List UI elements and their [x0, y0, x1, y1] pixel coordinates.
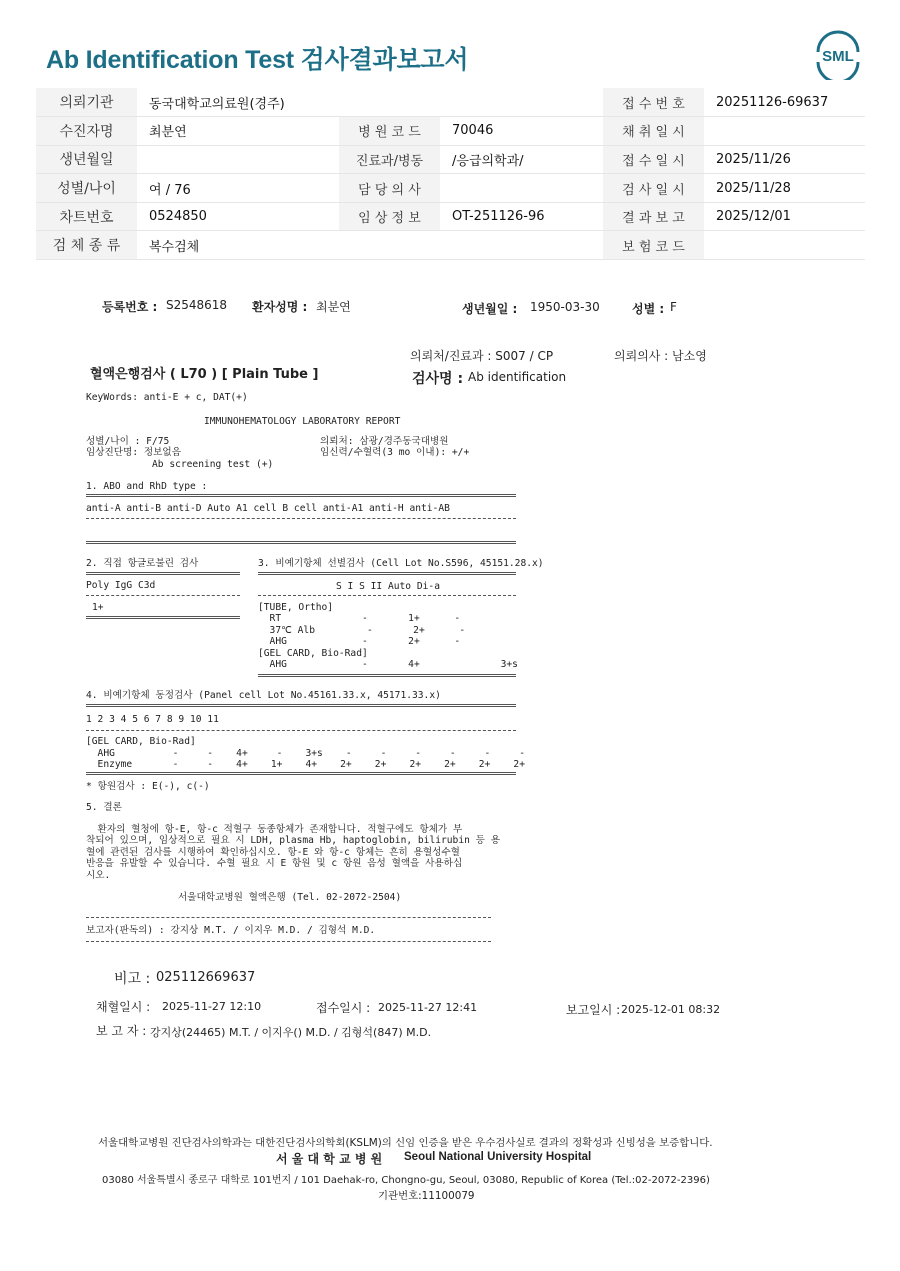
reporter-line: 보고자(판독의) : 강지상 M.T. / 이지우 M.D. / 김형석 M.D.: [86, 925, 376, 936]
hospital-name-ko: 서 울 대 학 교 병 원: [276, 1152, 383, 1166]
info-label: 담 당 의 사: [339, 174, 440, 203]
divider: [86, 572, 240, 575]
info-label: 병 원 코 드: [339, 117, 440, 146]
pregnancy-transfusion: 임신력/수혈력(3 mo 이내): +/+: [320, 447, 470, 458]
report-line: 환자의 혈청에 항-E, 항-c 적혈구 동종항체가 존재합니다. 적혈구에도 항체가 부: [86, 824, 463, 835]
info-label: 의뢰기관: [36, 88, 137, 117]
info-label: [339, 88, 440, 117]
receive-label: 접수일시 :: [316, 1001, 371, 1015]
report-label: 보고일시 :: [566, 1003, 621, 1017]
diagnosis: 임상진단명: 정보없음: [86, 447, 181, 458]
sec2-title: 2. 직접 항글로불린 검사: [86, 558, 199, 569]
divider: [86, 730, 516, 731]
sec2-header: Poly IgG C3d: [86, 580, 156, 591]
svg-text:SML: SML: [822, 48, 854, 65]
info-row: [36, 145, 865, 174]
report-line: RT - 1+ -: [258, 613, 461, 625]
patient-name-value: 최분연: [316, 300, 351, 314]
report-line: [GEL CARD, Bio-Rad]: [86, 736, 196, 747]
sec4-title: 4. 비예기항체 동정검사 (Panel cell Lot No.45161.33.x, 45171.33.x): [86, 690, 441, 701]
reporter-value: 강지상(24465) M.T. / 이지우() M.D. / 김형석(847) M.D.: [150, 1026, 432, 1039]
test-title: 혈액은행검사 ( L70 ) [ Plain Tube ]: [90, 367, 319, 382]
info-row: [36, 117, 865, 146]
info-label: 진료과/병동: [339, 145, 440, 174]
screening-note: Ab screening test (+): [152, 459, 274, 470]
sex-age: 성별/나이 : F/75: [86, 436, 170, 447]
report-line: 반응을 유발할 수 있습니다. 수혈 필요 시 E 항원 및 c 항원 음성 혈액을 사용하십: [86, 858, 463, 870]
collect-label: 채혈일시 :: [96, 1000, 151, 1014]
divider: [258, 572, 516, 575]
report-line: 혈에 관련된 검사를 시행하여 확인하십시오. 항-E 와 항-c 항체는 흔히 용혈성수혈: [86, 846, 460, 858]
info-value: 70046: [440, 117, 603, 146]
antigen-test: * 항원검사 : E(-), c(-): [86, 781, 210, 792]
sec1-title: 1. ABO and RhD type :: [86, 481, 208, 492]
info-value: [440, 231, 603, 260]
test-name-value: Ab identification: [468, 370, 567, 384]
requesting-doctor: 의뢰의사 : 남소영: [614, 349, 707, 363]
remark-label: 비고 :: [114, 971, 151, 987]
info-row: [36, 174, 865, 203]
sec1-header: anti-A anti-B anti-D Auto A1 cell B cell anti-A1 anti-H anti-AB: [86, 503, 450, 514]
reg-label: 등록번호 :: [102, 300, 158, 314]
divider: [86, 941, 491, 942]
institution-number: 기관번호:11100079: [378, 1190, 475, 1202]
report-line: AHG - 2+ -: [258, 636, 461, 648]
info-value: [704, 231, 865, 260]
info-value: 0524850: [137, 202, 339, 231]
info-label: [339, 231, 440, 260]
info-value: OT-251126-96: [440, 202, 603, 231]
patient-name-label: 환자성명 :: [252, 300, 308, 314]
report-line: [TUBE, Ortho]: [258, 602, 334, 613]
info-value: [440, 88, 603, 117]
divider: [86, 704, 516, 707]
dept-info: 의뢰처/진료과 : S007 / CP: [410, 349, 554, 363]
info-value: 복수검체: [137, 231, 339, 260]
keywords: KeyWords: anti-E + c, DAT(+): [86, 392, 248, 403]
report-line: 착되어 있으며, 임상적으로 필요 시 LDH, plasma Hb, haptoglobin, bilirubin 등 용: [86, 835, 500, 847]
sec3-title: 3. 비예기항체 선별검사 (Cell Lot No.S596, 45151.28.x): [258, 558, 544, 569]
report-line: 37℃ Alb - 2+ -: [258, 624, 466, 636]
divider: [258, 595, 516, 596]
requester: 의뢰처: 삼광/경주동국대병원: [320, 436, 449, 447]
sex-label: 성별 :: [632, 302, 665, 316]
info-label: 성별/나이: [36, 174, 137, 203]
info-label: 생년월일: [36, 145, 137, 174]
test-name-label: 검사명 :: [412, 371, 464, 387]
report-line: 시오.: [86, 869, 111, 881]
info-value: 2025/12/01: [704, 202, 865, 231]
report-line: [GEL CARD, Bio-Rad]: [258, 647, 368, 659]
collect-value: 2025-11-27 12:10: [162, 1000, 262, 1013]
info-label: 검 사 일 시: [603, 174, 704, 203]
divider: [86, 616, 240, 619]
bloodbank-contact: 서울대학교병원 혈액은행 (Tel. 02-2072-2504): [178, 892, 402, 903]
report-line: AHG - - 4+ - 3+s - - - - - -: [86, 747, 525, 759]
info-row: [36, 88, 865, 117]
scanned-report: [80, 290, 800, 1200]
sec5-title: 5. 결론: [86, 802, 122, 813]
report-line: AHG - 4+ 3+s: [258, 659, 518, 670]
info-row: [36, 231, 865, 260]
sml-logo-icon: [812, 28, 864, 80]
dob-value: 1950-03-30: [530, 300, 600, 314]
info-value: [704, 117, 865, 146]
info-value: 20251126-69637: [704, 88, 865, 117]
info-label: 접 수 일 시: [603, 145, 704, 174]
report-line: Enzyme - - 4+ 1+ 4+ 2+ 2+ 2+ 2+ 2+ 2+: [86, 759, 525, 771]
info-label: 차트번호: [36, 202, 137, 231]
info-value: [137, 145, 339, 174]
sex-value: F: [670, 300, 677, 314]
reg-value: S2548618: [166, 298, 228, 312]
info-label: 검 체 종 류: [36, 231, 137, 260]
sec2-value: 1+: [92, 602, 104, 613]
divider: [86, 917, 491, 918]
divider: [86, 518, 516, 519]
info-label: 접 수 번 호: [603, 88, 704, 117]
sec3-header: S I S II Auto Di-a: [336, 581, 440, 592]
info-value: 여 / 76: [137, 174, 339, 203]
certification-note: 서울대학교병원 진단검사의학과는 대한진단검사의학회(KSLM)의 신임 인증을 받은 우수검사실로 결과의 정확성과 신빙성을 보증합니다.: [98, 1137, 713, 1149]
info-value: 동국대학교의료원(경주): [137, 88, 339, 117]
divider: [86, 772, 516, 775]
hospital-address: 03080 서울특별시 종로구 대학로 101번지 / 101 Daehak-ro, Chongno-gu, Seoul, 03080, Republic of Korea (Tel.:02-2072-2396): [102, 1175, 710, 1186]
report-value: 2025-12-01 08:32: [621, 1003, 721, 1016]
receive-value: 2025-11-27 12:41: [378, 1001, 478, 1014]
document-title: Ab Identification Test 검사결과보고서: [46, 46, 469, 74]
info-value: 2025/11/28: [704, 174, 865, 203]
info-value: 최분연: [137, 117, 339, 146]
reporter-label: 보 고 자 :: [96, 1024, 147, 1038]
info-label: 수진자명: [36, 117, 137, 146]
hospital-name-en: Seoul National University Hospital: [404, 1151, 592, 1163]
dob-label: 생년월일 :: [462, 302, 518, 316]
divider: [86, 595, 240, 596]
remark-value: 025112669637: [156, 970, 256, 985]
info-value: [440, 174, 603, 203]
info-value: 2025/11/26: [704, 145, 865, 174]
patient-info-table: [36, 88, 865, 260]
info-value: /응급의학과/: [440, 145, 603, 174]
report-title: IMMUNOHEMATOLOGY LABORATORY REPORT: [204, 416, 401, 427]
info-label: 임 상 정 보: [339, 202, 440, 231]
divider: [86, 494, 516, 497]
info-label: 결 과 보 고: [603, 202, 704, 231]
info-label: 보 험 코 드: [603, 231, 704, 260]
info-row: [36, 202, 865, 231]
sec4-header: 1 2 3 4 5 6 7 8 9 10 11: [86, 714, 219, 725]
divider: [258, 674, 516, 677]
info-label: 채 취 일 시: [603, 117, 704, 146]
divider: [86, 541, 516, 544]
